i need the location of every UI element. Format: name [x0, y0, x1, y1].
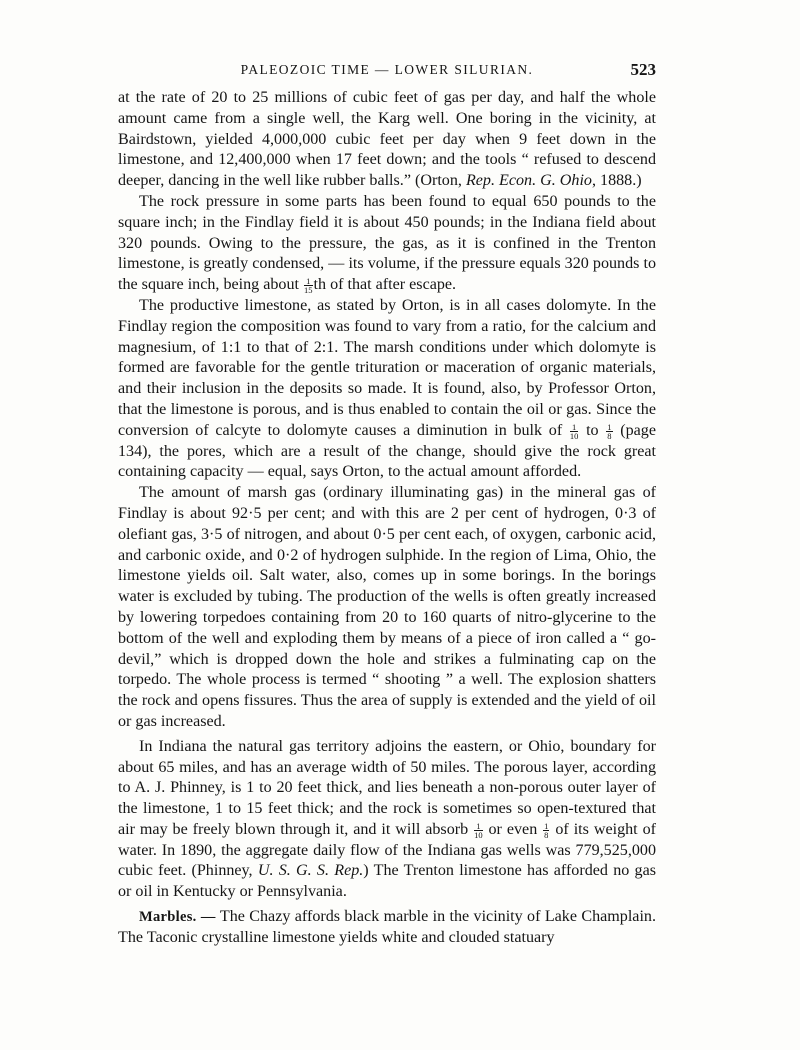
- fraction-numerator: 1: [544, 820, 549, 831]
- fraction: [570, 423, 579, 440]
- fraction: [543, 822, 549, 839]
- fraction: [474, 822, 483, 839]
- body-text: [118, 88, 656, 949]
- citation-italic: U. S. G. S. Rep.: [257, 862, 364, 880]
- text-run: at the rate of 20 to 25 millions of cubic feet of gas per day, and half the whole amount came from a single well, the Karg well. One boring in the vicinity, at Bairdstown, yielded 4,000,000 cubic feet per day when 9 feet down in the limestone, and 12,400,000 when 17 feet down; and the tools “ refused to descend deeper, dancing in the well like rubber balls.” (Orton,: [118, 89, 656, 190]
- fraction-numerator: 1: [474, 822, 483, 831]
- section-heading: Marbles. —: [139, 909, 220, 926]
- paragraph-continuation: [118, 88, 656, 192]
- text-run: ) The Trenton limestone has afforded no gas or oil in Kentucky or Pennsylvania.: [118, 862, 656, 901]
- text-run: th of that after escape.: [313, 276, 457, 294]
- paragraph-marsh-gas: [118, 483, 656, 733]
- running-title: PALEOZOIC TIME — LOWER SILURIAN.: [240, 62, 534, 77]
- fraction-numerator: 1: [607, 421, 612, 432]
- text-run: The Chazy affords black marble in the vicinity of Lake Champlain. The Taconic crystalline limestone yields white and clouded statuary: [118, 908, 656, 946]
- paragraph-dolomyte: [118, 296, 656, 483]
- fraction-denominator: 10: [474, 829, 483, 840]
- text-run: or even: [483, 820, 543, 838]
- fraction-denominator: 15: [304, 284, 313, 295]
- text-run: In Indiana the natural gas territory adjoins the eastern, or Ohio, boundary for about 65 miles, and has an average width of 50 miles. The porous layer, according to A. J. Phinney, is 1 to 20 feet thick, and lies beneath a non-porous outer layer of the limestone, 1 to 15 feet thick; and the rock is sometimes so open-textured that air may be freely blown through it, and it will absorb: [118, 737, 656, 838]
- text-run: The amount of marsh gas (ordinary illuminating gas) in the mineral gas of Findlay is about 92·5 per cent; and with this are 2 per cent of hydrogen, 0·3 of olefiant gas, 3·5 of nitrogen, and about 0·5 per cent each, of oxygen, carbonic acid, and carbonic oxide, and 0·2 of hydrogen sulphide. In the region of Lima, Ohio, the limestone yields oil. Salt water, also, comes up in some borings. In the borings water is excluded by tubing. The production of the wells is often greatly increased by lowering torpedoes containing from 20 to 160 quarts of nitro-glycerine to the bottom of the well and exploding them by means of a piece of iron called a “ go-devil,” which is dropped down the hole and strikes a fulminating cap on the torpedo. The whole process is termed “ shooting ” a well. The explosion shatters the rock and opens fissures. Thus the area of supply is extended and the yield of oil or gas increased.: [118, 484, 656, 730]
- text-run: , 1888.): [591, 172, 642, 190]
- fraction-numerator: 1: [570, 423, 579, 432]
- fraction-denominator: 10: [569, 430, 579, 441]
- paragraph-marbles: [118, 907, 656, 949]
- fraction-denominator: 8: [607, 430, 612, 441]
- page-header: [118, 60, 656, 84]
- fraction: [304, 277, 313, 294]
- page-number: 523: [630, 60, 656, 79]
- paragraph-rock-pressure: [118, 192, 656, 296]
- fraction-numerator: 1: [304, 277, 313, 286]
- text-run: (page 134), the pores, which are a result of the change, should give the rock great containing capacity — equal, says Orton, to the actual amount afforded.: [118, 421, 656, 481]
- text-run: of its weight of water. In 1890, the aggregate daily flow of the Indiana gas wells was 779,525,000 cubic feet. (Phinney,: [118, 820, 656, 880]
- paragraph-indiana: [118, 737, 656, 903]
- citation-italic: Rep. Econ. G. Ohio: [465, 172, 592, 190]
- text-run: The productive limestone, as stated by Orton, is in all cases dolomyte. In the Findlay region the composition was found to vary from a ratio, for the calcium and magnesium, of 1:1 to that of 2:1. The marsh conditions under which dolomyte is formed are favorable for the gentle trituration or maceration of organic materials, and their inclusion in the deposits so made. It is found, also, by Professor Orton, that the limestone is porous, and is thus enabled to contain the oil or gas. Since the conversion of calcyte to dolomyte causes a diminution in bulk of: [118, 296, 656, 439]
- text-run: The rock pressure in some parts has been found to equal 650 pounds to the square inch; in the Findlay field it is about 450 pounds; in the Indiana field about 320 pounds. Owing to the pressure, the gas, as it is confined in the Trenton limestone, is greatly condensed, — its volume, if the pressure equals 320 pounds to the square inch, being about: [118, 192, 656, 294]
- text-run: to: [579, 421, 606, 439]
- fraction: [606, 423, 612, 440]
- fraction-denominator: 8: [544, 829, 549, 840]
